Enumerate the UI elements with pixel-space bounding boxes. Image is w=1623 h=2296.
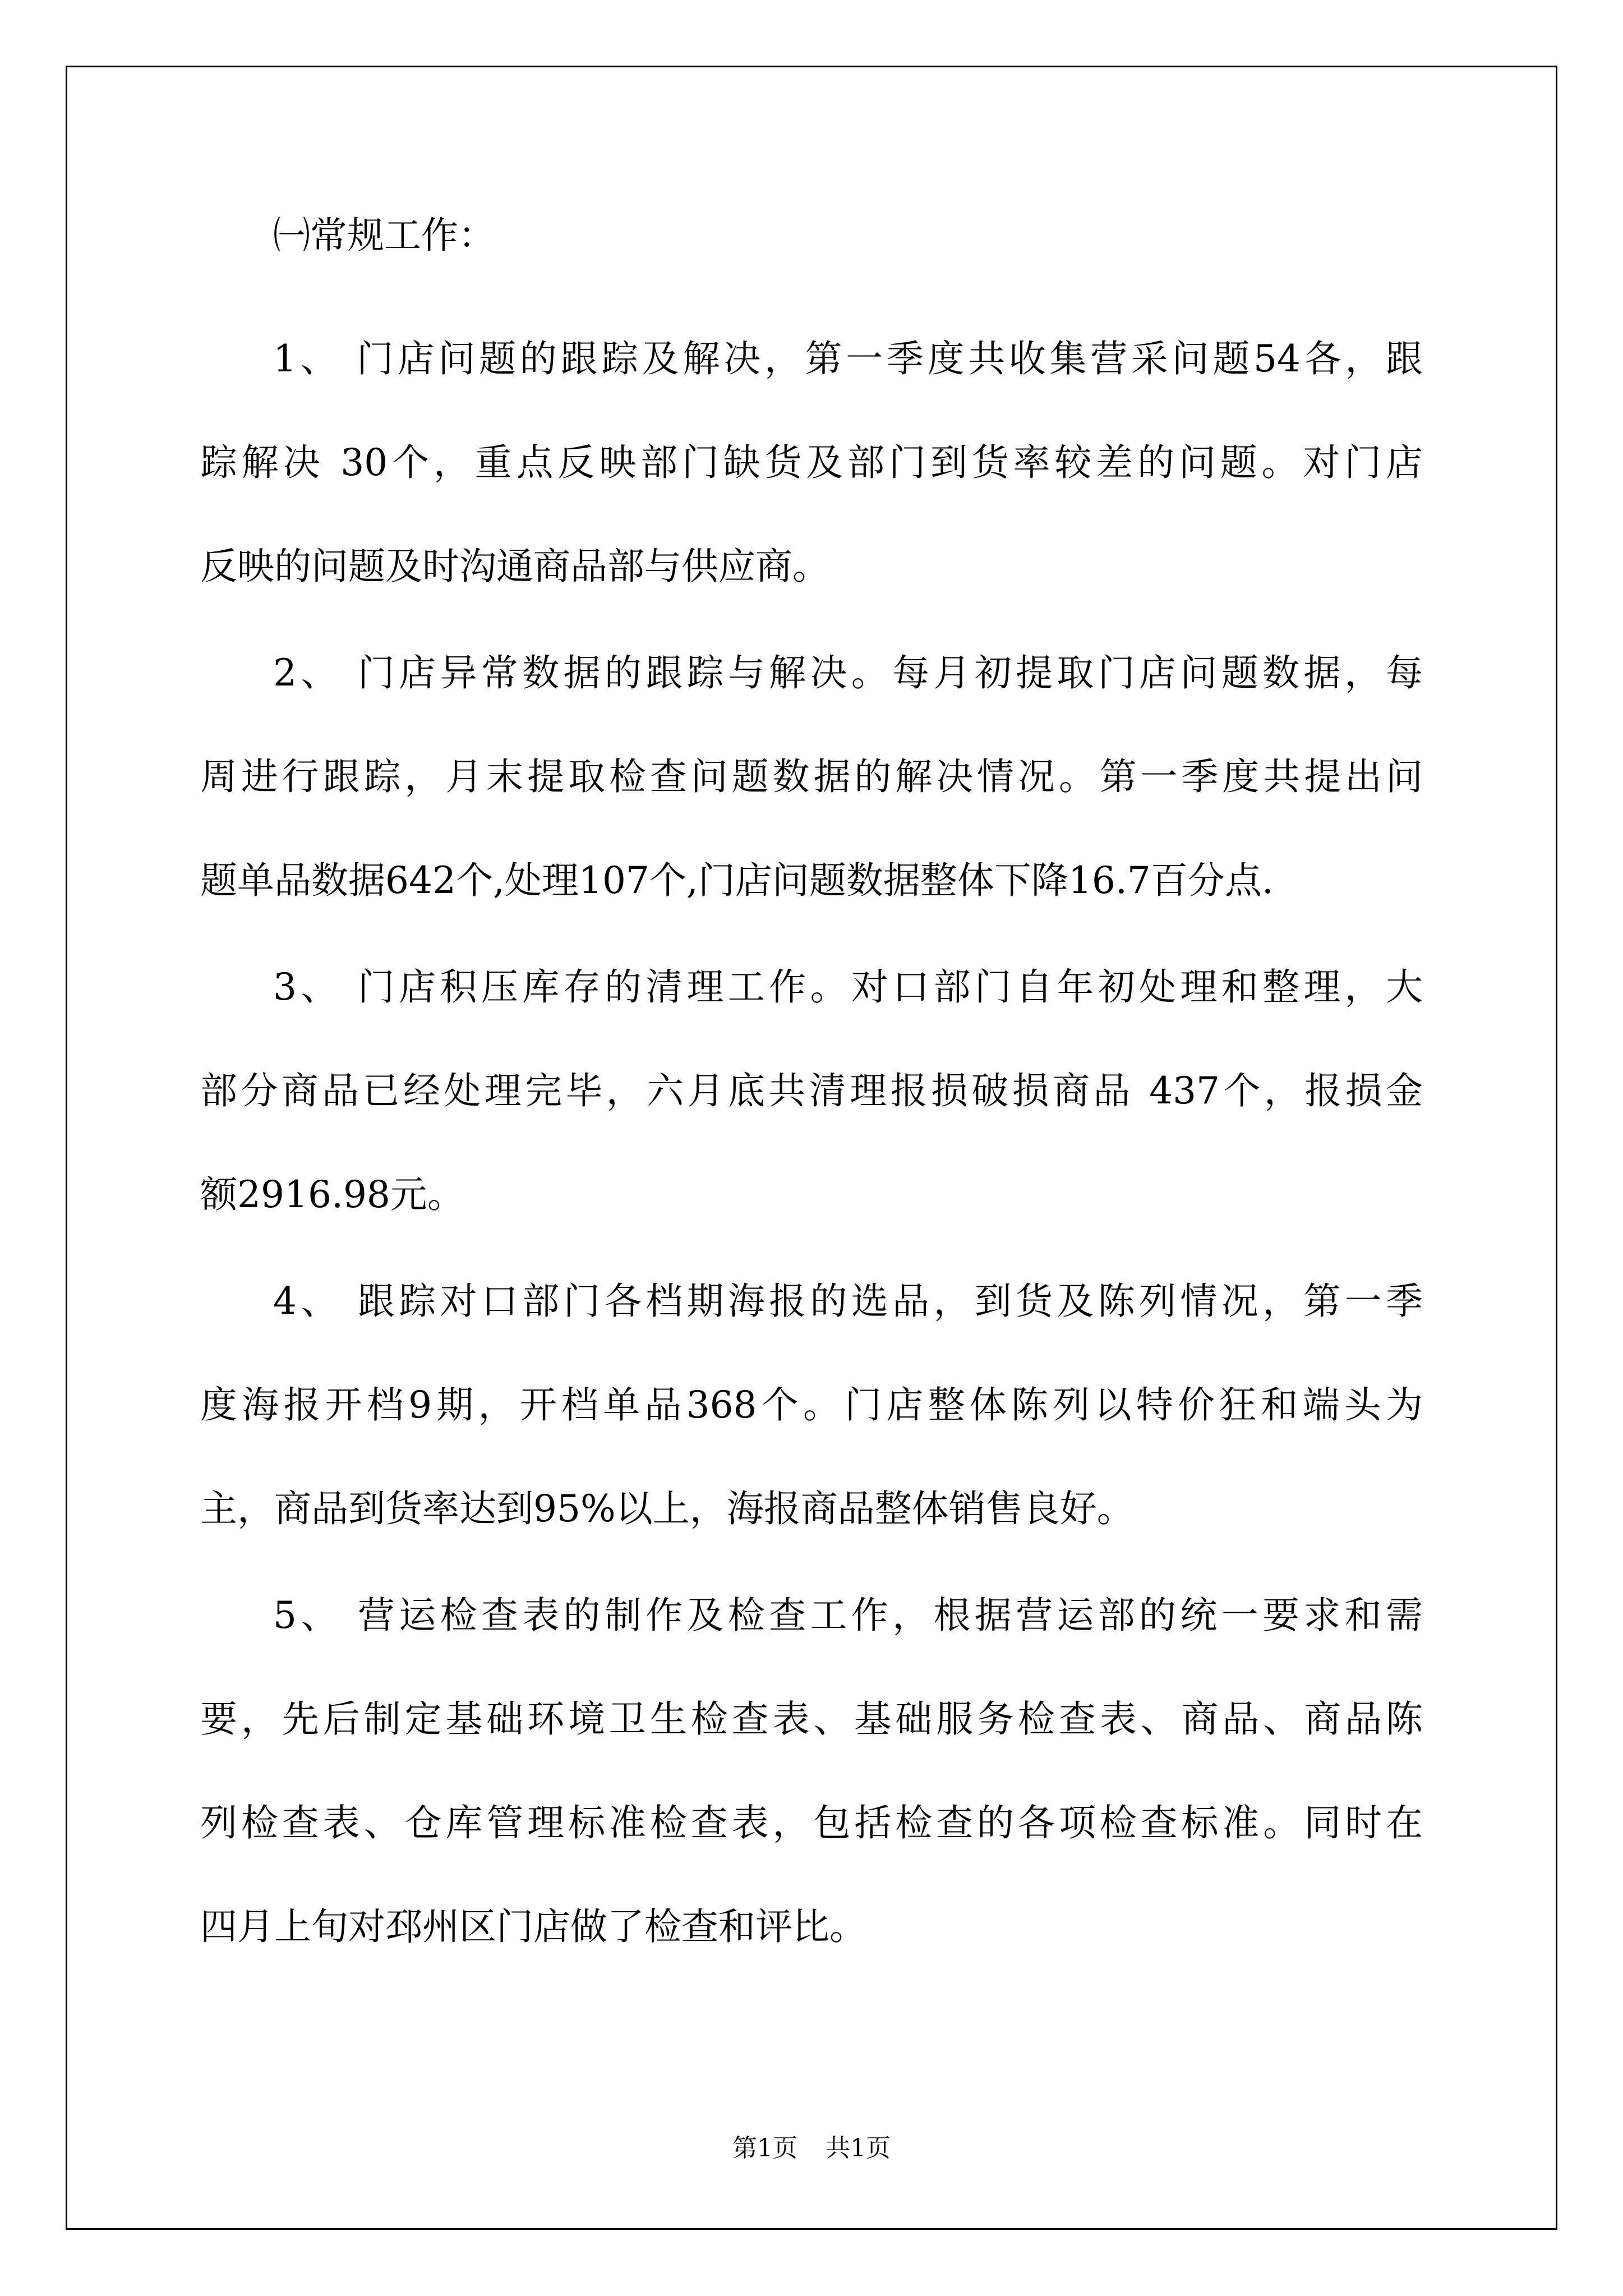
paragraph-5-line-4: 四月上旬对邳州区门店做了检查和评比。 [200,1905,866,1948]
paragraph-3-line-3: 额2916.98元。 [200,1173,464,1216]
paragraph-3-line-1: 3、 门店积压库存的清理工作。对口部门自年初处理和整理，大 [273,965,1423,1009]
paragraph-5-line-3: 列检查表、仓库管理标准检查表，包括检查的各项检查标准。同时在 [200,1801,1423,1844]
paragraph-3-line-2: 部分商品已经处理完毕，六月底共清理报损破损商品 437个，报损金 [200,1069,1423,1112]
page-total: 共1页 [826,2134,891,2162]
section-heading: ㈠常规工作： [273,214,495,257]
paragraph-2-line-2: 周进行跟踪，月末提取检查问题数据的解决情况。第一季度共提出问 [200,755,1423,798]
paragraph-2-line-3: 题单品数据642个,处理107个,门店问题数据整体下降16.7百分点. [200,859,1274,902]
page-number: 第1页 [732,2134,797,2162]
paragraph-1-line-3: 反映的问题及时沟通商品部与供应商。 [200,545,829,588]
paragraph-2-line-1: 2、 门店异常数据的跟踪与解决。每月初提取门店问题数据，每 [273,651,1423,694]
paragraph-1-line-1: 1、 门店问题的跟踪及解决，第一季度共收集营采问题54各，跟 [273,337,1423,380]
paragraph-5-line-2: 要，先后制定基础环境卫生检查表、基础服务检查表、商品、商品陈 [200,1697,1423,1741]
paragraph-4-line-3: 主，商品到货率达到95%以上，海报商品整体销售良好。 [200,1487,1134,1530]
paragraph-1-line-2: 踪解决 30个，重点反映部门缺货及部门到货率较差的问题。对门店 [200,441,1423,484]
paragraph-4-line-1: 4、 跟踪对口部门各档期海报的选品，到货及陈列情况，第一季 [273,1280,1423,1323]
paragraph-4-line-2: 度海报开档9期，开档单品368个。门店整体陈列以特价狂和端头为 [200,1383,1423,1427]
page-footer [0,2132,1623,2165]
paragraph-5-line-1: 5、 营运检查表的制作及检查工作，根据营运部的统一要求和需 [273,1594,1423,1637]
